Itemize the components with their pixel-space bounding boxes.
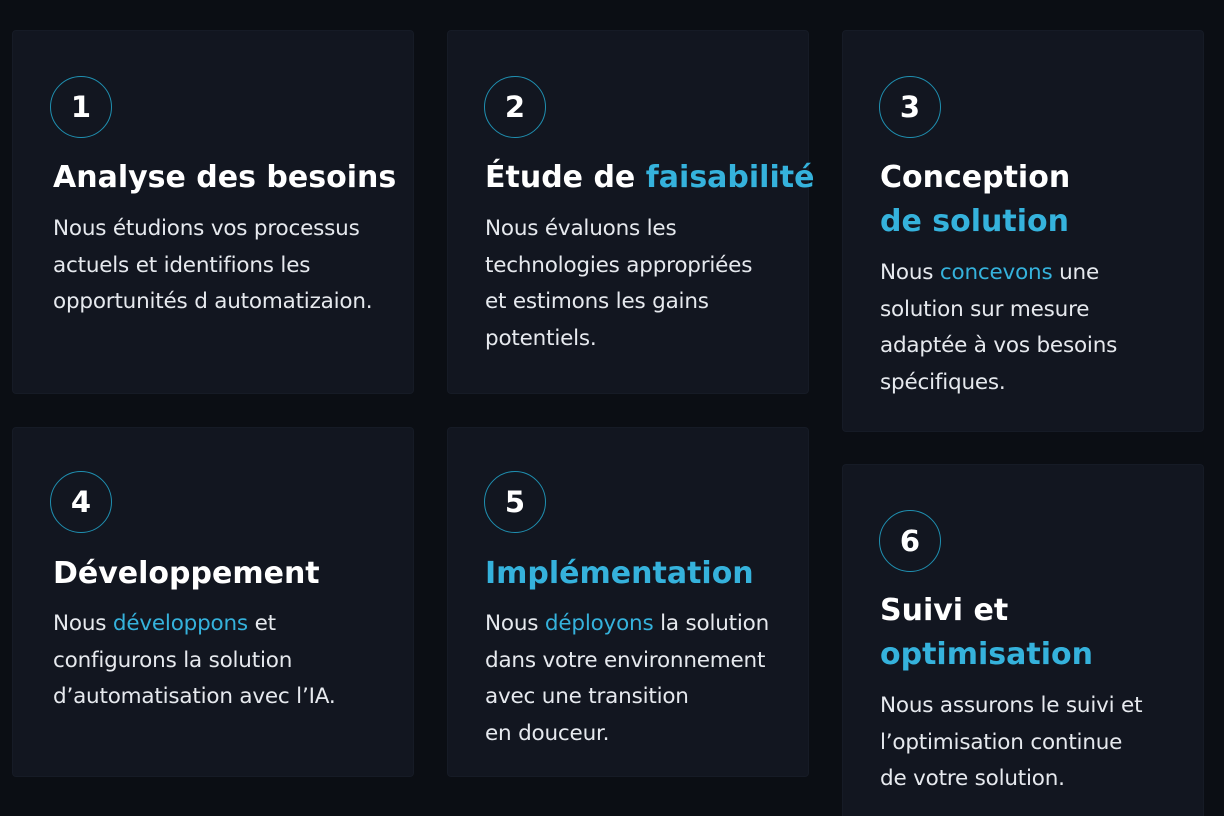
step-description bbox=[485, 606, 769, 752]
step-number: 2 bbox=[504, 90, 526, 124]
step-title bbox=[53, 156, 396, 200]
step-title-text: Développement bbox=[53, 556, 320, 591]
step-title-highlight: optimisation bbox=[880, 637, 1093, 672]
step-description-line: de votre solution. bbox=[880, 766, 1065, 791]
step-number: 3 bbox=[899, 90, 921, 124]
step-description bbox=[880, 688, 1142, 798]
step-description-line bbox=[53, 606, 335, 643]
step-card-5 bbox=[447, 427, 809, 777]
step-description bbox=[53, 211, 372, 321]
step-number-badge bbox=[879, 76, 941, 138]
step-title bbox=[53, 552, 320, 596]
step-description-line: Nous assurons le suivi et bbox=[880, 693, 1143, 718]
step-description-line: d’automatisation avec l’IA. bbox=[53, 684, 336, 709]
step-number: 1 bbox=[70, 90, 92, 124]
step-description-line bbox=[485, 606, 769, 643]
step-description-line: l’optimisation continue bbox=[880, 729, 1123, 755]
step-description-line: adaptée à vos besoins bbox=[880, 333, 1118, 358]
step-description bbox=[485, 211, 752, 357]
desc-text: la solution bbox=[653, 611, 770, 636]
step-description-line: dans votre environnement bbox=[485, 647, 766, 673]
desc-highlight: concevons bbox=[939, 260, 1053, 285]
desc-text: et bbox=[247, 611, 276, 636]
step-title bbox=[880, 589, 1093, 677]
step-title bbox=[485, 156, 814, 200]
step-description-line: technologies appropriées bbox=[485, 252, 753, 278]
step-description bbox=[53, 606, 335, 716]
step-number-badge bbox=[484, 471, 546, 533]
step-description bbox=[880, 255, 1117, 401]
step-description-line: solution sur mesure bbox=[880, 296, 1090, 322]
step-description-line: en douceur. bbox=[485, 720, 610, 746]
desc-text: Nous bbox=[485, 611, 545, 636]
step-title bbox=[880, 156, 1070, 244]
step-card-1 bbox=[12, 30, 414, 394]
step-description-line: avec une transition bbox=[485, 684, 689, 709]
desc-text: Nous bbox=[880, 260, 940, 285]
step-description-line: configurons la solution bbox=[53, 647, 293, 673]
step-number-badge bbox=[50, 471, 112, 533]
step-description-line: Nous évaluons les bbox=[485, 216, 677, 241]
step-title bbox=[485, 552, 754, 596]
desc-text: Nous bbox=[53, 611, 113, 636]
step-number: 4 bbox=[70, 485, 92, 519]
step-number-badge bbox=[879, 510, 941, 572]
step-card-3 bbox=[842, 30, 1204, 432]
step-title-text: Étude de bbox=[485, 160, 646, 195]
step-card-4 bbox=[12, 427, 414, 777]
step-title-highlight: Implémentation bbox=[485, 556, 754, 591]
step-description-line: Nous étudions vos processus bbox=[53, 216, 360, 241]
desc-text: une bbox=[1052, 260, 1099, 285]
desc-highlight: développons bbox=[112, 611, 248, 636]
step-number-badge bbox=[484, 76, 546, 138]
desc-highlight: déployons bbox=[544, 611, 654, 636]
step-number: 6 bbox=[899, 524, 921, 558]
step-title-text: Analyse des besoins bbox=[53, 160, 397, 195]
step-description-line: actuels et identifions les bbox=[53, 252, 311, 278]
step-description-line: et estimons les gains bbox=[485, 289, 709, 314]
step-description-line: opportunités d automatizaion. bbox=[53, 289, 373, 314]
step-card-6 bbox=[842, 464, 1204, 816]
step-description-line: potentiels. bbox=[485, 325, 597, 351]
step-card-2 bbox=[447, 30, 815, 394]
step-title-highlight: faisabilité bbox=[645, 160, 815, 195]
step-title-text: Conception bbox=[880, 160, 1071, 195]
step-description-line: spécifiques. bbox=[880, 369, 1006, 395]
step-number: 5 bbox=[504, 485, 526, 519]
step-title-highlight: de solution bbox=[880, 204, 1069, 239]
step-title-text: Suivi et bbox=[880, 593, 1009, 628]
step-description-line bbox=[880, 255, 1117, 292]
step-number-badge bbox=[50, 76, 112, 138]
